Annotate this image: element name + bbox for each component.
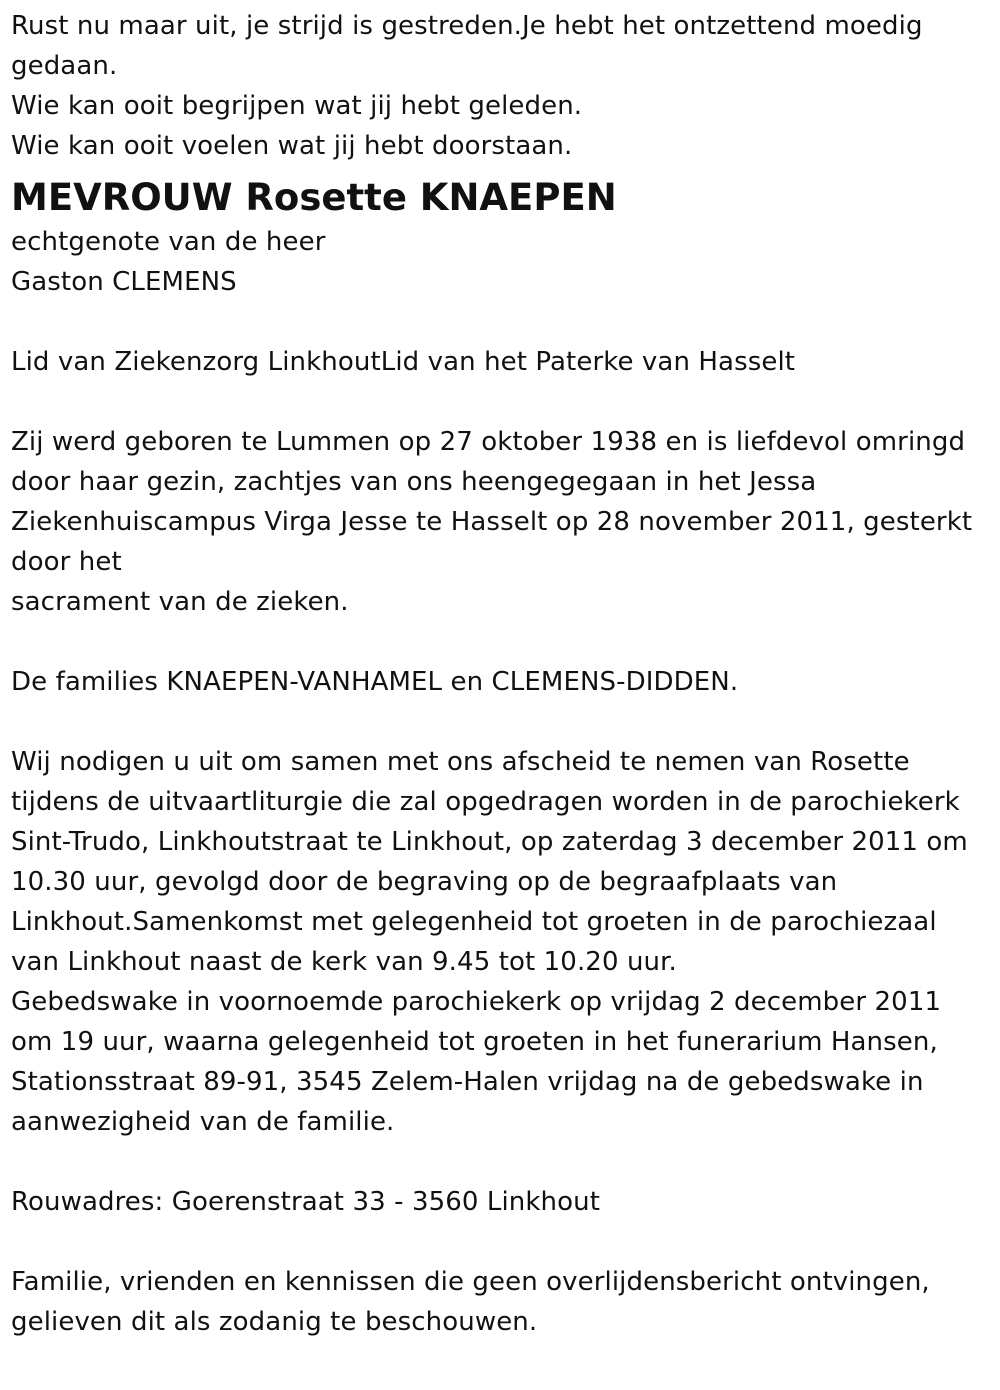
families-line: De families KNAEPEN-VANHAMEL en CLEMENS-DIDDEN. bbox=[11, 667, 739, 697]
closing-section bbox=[11, 1262, 991, 1342]
poem-line: Rust nu maar uit, je strijd is gestreden.Je hebt het ontzettend moedig bbox=[11, 11, 923, 41]
birth-death-line: door het bbox=[11, 547, 122, 577]
closing-line: gelieven dit als zodanig te beschouwen. bbox=[11, 1307, 538, 1337]
spacer bbox=[11, 622, 991, 662]
invitation-line: 10.30 uur, gevolgd door de begraving op de begraafplaats van bbox=[11, 867, 838, 897]
spouse-line: echtgenote van de heer bbox=[11, 227, 326, 257]
poem-section bbox=[11, 6, 991, 166]
invitation-line: Stationsstraat 89-91, 3545 Zelem-Halen vrijdag na de gebedswake in bbox=[11, 1067, 924, 1097]
invitation-line: Wij nodigen u uit om samen met ons afscheid te nemen van Rosette bbox=[11, 747, 910, 777]
invitation-line: om 19 uur, waarna gelegenheid tot groeten in het funerarium Hansen, bbox=[11, 1027, 938, 1057]
death-notice bbox=[11, 6, 991, 1342]
birth-death-line: sacrament van de zieken. bbox=[11, 587, 349, 617]
spacer bbox=[11, 702, 991, 742]
invitation-line: Gebedswake in voornoemde parochiekerk op vrijdag 2 december 2011 bbox=[11, 987, 942, 1017]
mourning-address: Rouwadres: Goerenstraat 33 - 3560 Linkhout bbox=[11, 1187, 600, 1217]
poem-line: Wie kan ooit voelen wat jij hebt doorstaan. bbox=[11, 131, 573, 161]
birth-death-line: door haar gezin, zachtjes van ons heengegegaan in het Jessa bbox=[11, 467, 817, 497]
spouse-line: Gaston CLEMENS bbox=[11, 267, 237, 297]
deceased-name: MEVROUW Rosette KNAEPEN bbox=[11, 176, 617, 219]
invitation-line: tijdens de uitvaartliturgie die zal opgedragen worden in de parochiekerk bbox=[11, 787, 960, 817]
birth-death-line: Ziekenhuiscampus Virga Jesse te Hasselt op 28 november 2011, gesterkt bbox=[11, 507, 973, 537]
membership-line: Lid van Ziekenzorg LinkhoutLid van het Paterke van Hasselt bbox=[11, 347, 796, 377]
invitation-line: aanwezigheid van de familie. bbox=[11, 1107, 395, 1137]
spacer bbox=[11, 1222, 991, 1262]
closing-line: Familie, vrienden en kennissen die geen overlijdensbericht ontvingen, bbox=[11, 1267, 930, 1297]
spacer bbox=[11, 302, 991, 342]
invitation-line: Sint-Trudo, Linkhoutstraat te Linkhout, op zaterdag 3 december 2011 om bbox=[11, 827, 968, 857]
spouse-section bbox=[11, 222, 991, 302]
poem-line: gedaan. bbox=[11, 51, 118, 81]
spacer bbox=[11, 1142, 991, 1182]
spacer bbox=[11, 382, 991, 422]
invitation-line: van Linkhout naast de kerk van 9.45 tot 10.20 uur. bbox=[11, 947, 677, 977]
birth-death-section bbox=[11, 422, 991, 622]
birth-death-line: Zij werd geboren te Lummen op 27 oktober 1938 en is liefdevol omringd bbox=[11, 427, 966, 457]
invitation-section bbox=[11, 742, 991, 1142]
invitation-line: Linkhout.Samenkomst met gelegenheid tot groeten in de parochiezaal bbox=[11, 907, 937, 937]
poem-line: Wie kan ooit begrijpen wat jij hebt geleden. bbox=[11, 91, 583, 121]
